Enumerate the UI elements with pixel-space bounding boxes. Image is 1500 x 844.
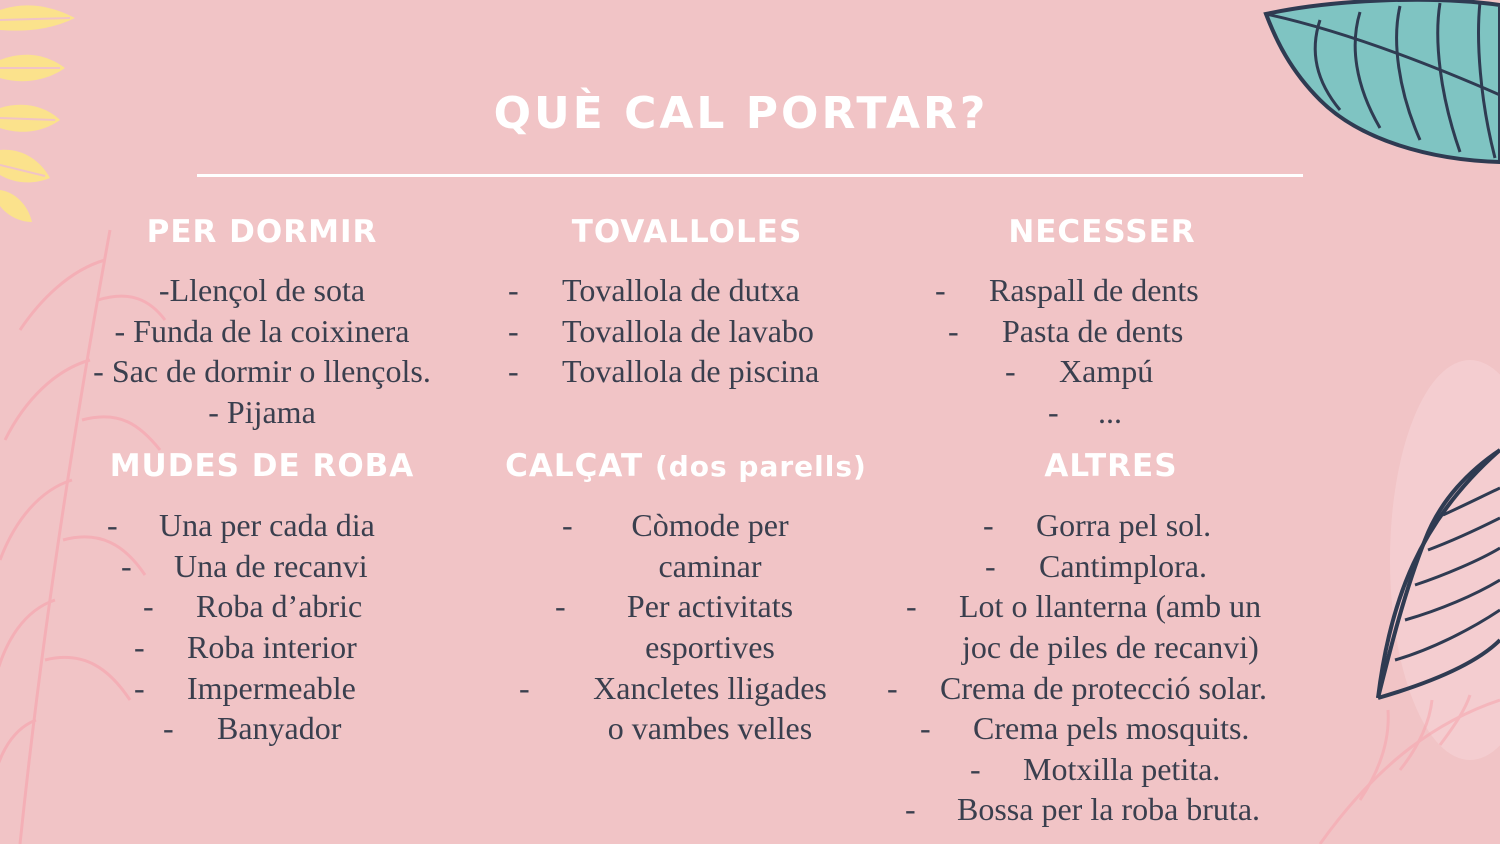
list-item-text: Impermeable xyxy=(187,670,356,706)
list-item-text: Tovallola de dutxa xyxy=(562,272,800,308)
dash-bullet: - xyxy=(905,791,916,827)
list-item-text: Una per cada dia xyxy=(159,507,375,543)
heading-mudes-de-roba: MUDES DE ROBA xyxy=(109,448,415,484)
list-item xyxy=(508,351,820,391)
list-item-text: Crema pels mosquits. xyxy=(973,710,1250,746)
dash-bullet: - xyxy=(519,670,530,706)
list-item xyxy=(948,311,1184,351)
list-item-text: Cantimplora. xyxy=(1039,548,1207,584)
dash-bullet: - xyxy=(508,313,519,349)
list-item-continued: joc de piles de recanvi) xyxy=(962,629,1259,665)
list-item xyxy=(920,708,1250,748)
heading-tovalloles: TOVALLOLES xyxy=(571,214,803,250)
list-item: - Pijama xyxy=(208,394,316,430)
list-item xyxy=(163,708,342,748)
faint-leaf-icon xyxy=(1320,695,1500,844)
list-item-text: Roba interior xyxy=(187,629,357,665)
list-item xyxy=(935,270,1199,310)
list-item xyxy=(107,505,375,545)
heading-calcat xyxy=(486,448,886,484)
dash-bullet: - xyxy=(134,670,145,706)
dash-bullet: - xyxy=(906,588,917,624)
dash-bullet: - xyxy=(508,272,519,308)
list-item xyxy=(970,749,1221,789)
list-item xyxy=(1048,392,1122,432)
list-item-continued: caminar xyxy=(658,548,762,584)
dash-bullet: - xyxy=(555,588,566,624)
list-item xyxy=(983,505,1212,545)
dash-bullet: - xyxy=(143,588,154,624)
heading-necesser: NECESSER xyxy=(1008,214,1196,250)
list-item-text: ... xyxy=(1098,394,1122,430)
list-item-text: Roba d’abric xyxy=(196,588,363,624)
heading-calcat-note: (dos parells) xyxy=(654,450,867,483)
dash-bullet: - xyxy=(935,272,946,308)
list-item xyxy=(1005,351,1154,391)
heading-calcat-label: CALÇAT xyxy=(505,448,644,484)
list-item xyxy=(134,627,357,667)
heading-altres: ALTRES xyxy=(1044,448,1178,484)
dash-bullet: - xyxy=(970,751,981,787)
list-item xyxy=(985,546,1207,586)
list-item-text: Pasta de dents xyxy=(1002,313,1184,349)
dash-bullet: - xyxy=(983,507,994,543)
list-item: - Funda de la coixinera xyxy=(114,313,410,349)
dash-bullet: - xyxy=(1005,353,1016,389)
dash-bullet: - xyxy=(107,507,118,543)
list-item xyxy=(887,668,1267,708)
dash-bullet: - xyxy=(920,710,931,746)
dash-bullet: - xyxy=(134,629,145,665)
list-item: - Sac de dormir o llençols. xyxy=(93,353,431,389)
list-item xyxy=(508,311,814,351)
list-item-text: Crema de protecció solar. xyxy=(940,670,1267,706)
page-title: QUÈ CAL PORTAR? xyxy=(493,88,989,139)
dash-bullet: - xyxy=(1048,394,1059,430)
dash-bullet: - xyxy=(887,670,898,706)
list-item-continued: esportives xyxy=(645,629,775,665)
list-item-text: Lot o llanterna (amb un xyxy=(959,588,1262,624)
list-item xyxy=(905,789,1261,829)
list-item: Xancletes lligades xyxy=(593,670,827,706)
dash-bullet: - xyxy=(508,353,519,389)
list-item-text: Motxilla petita. xyxy=(1023,751,1221,787)
list-item xyxy=(134,668,356,708)
title-divider xyxy=(197,174,1303,177)
list-item-text: Tovallola de piscina xyxy=(562,353,820,389)
list-item-text: Bossa per la roba bruta. xyxy=(957,791,1261,827)
dash-bullet: - xyxy=(121,548,132,584)
heading-per-dormir: PER DORMIR xyxy=(146,214,378,250)
list-item-continued: o vambes velles xyxy=(607,710,813,746)
dash-bullet: - xyxy=(163,710,174,746)
dash-bullet: - xyxy=(985,548,996,584)
list-item-text: Banyador xyxy=(217,710,342,746)
list-item: Per activitats xyxy=(626,588,794,624)
list-item xyxy=(508,270,800,310)
list-item-text: Xampú xyxy=(1059,353,1154,389)
list-item-text: Raspall de dents xyxy=(989,272,1199,308)
list-item xyxy=(143,586,363,626)
list-item-text: Tovallola de lavabo xyxy=(562,313,814,349)
list-item: -Llençol de sota xyxy=(158,272,366,308)
list-item xyxy=(906,586,1262,626)
list-item-text: Una de recanvi xyxy=(174,548,368,584)
list-item xyxy=(121,546,368,586)
dash-bullet: - xyxy=(562,507,573,543)
dash-bullet: - xyxy=(948,313,959,349)
list-item: Còmode per xyxy=(631,507,789,543)
outline-leaf-icon xyxy=(1378,450,1500,698)
list-item-text: Gorra pel sol. xyxy=(1036,507,1212,543)
